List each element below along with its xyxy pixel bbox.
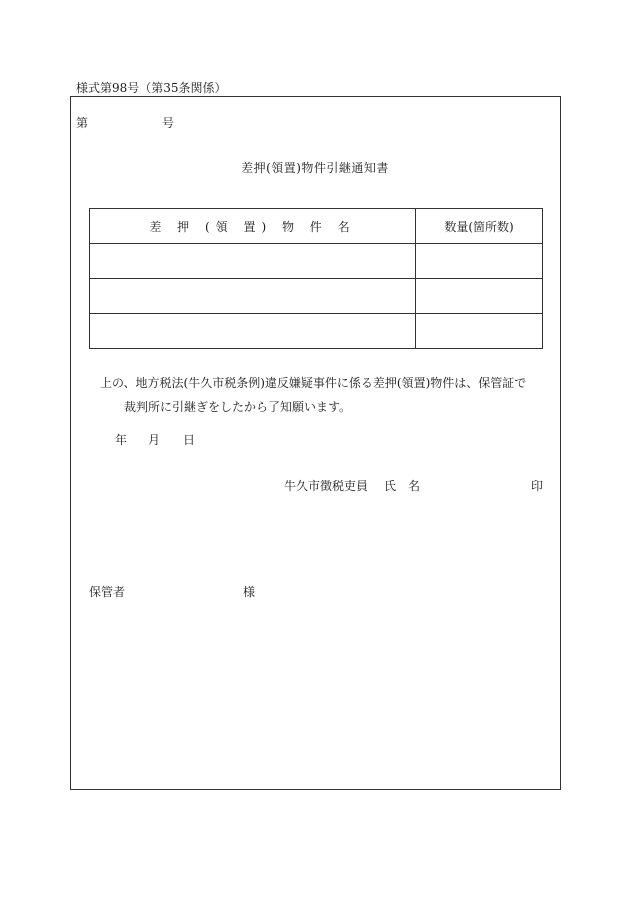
document-number-prefix: 第 (76, 116, 89, 130)
item-quantity-cell (416, 314, 543, 349)
official-signature-line (284, 477, 420, 494)
item-quantity-cell (416, 279, 543, 314)
table-row (90, 314, 543, 349)
custodian-label: 保管者 (89, 585, 126, 599)
custodian-honorific: 様 (243, 585, 256, 599)
column-header-quantity: 数量(箇所数) (416, 209, 543, 244)
seal-mark: 印 (531, 479, 544, 493)
table-row (90, 279, 543, 314)
official-name-label: 氏 名 (384, 479, 421, 493)
document-frame (70, 96, 561, 790)
notice-body-line-2: 裁判所に引継ぎをしたから了知願います。 (124, 400, 352, 414)
item-name-cell (90, 314, 416, 349)
notice-body (100, 371, 540, 419)
document-title: 差押(領置)物件引継通知書 (241, 161, 389, 175)
document-number-suffix: 号 (162, 116, 175, 130)
date-day-label: 日 (183, 433, 196, 447)
table-header-row (90, 209, 543, 244)
item-name-cell (90, 244, 416, 279)
date-month-label: 月 (148, 433, 161, 447)
date-year-label: 年 (115, 433, 128, 447)
form-number: 様式第98号（第35条関係） (76, 81, 227, 95)
item-quantity-cell (416, 244, 543, 279)
seized-items-table (89, 208, 543, 349)
official-title: 牛久市徴税吏員 (284, 479, 369, 493)
table-row (90, 244, 543, 279)
column-header-item-name: 差 押 (領 置) 物 件 名 (90, 209, 416, 244)
notice-body-line-1: 上の、地方税法(牛久市税条例)違反嫌疑事件に係る差押(領置)物件は、保管証で (100, 376, 527, 390)
item-name-cell (90, 279, 416, 314)
